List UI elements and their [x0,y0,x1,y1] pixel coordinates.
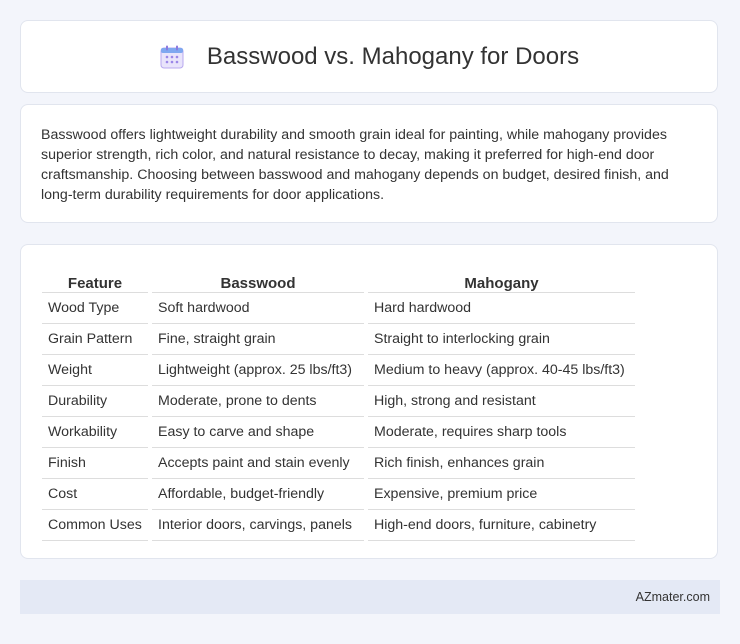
table-row [42,417,635,448]
row-basswood: Affordable, budget-friendly [152,479,364,510]
table-row [42,386,635,417]
row-mahogany: Hard hardwood [368,293,635,324]
header-basswood: Basswood [152,265,364,293]
row-mahogany: High, strong and resistant [368,386,635,417]
row-basswood: Fine, straight grain [152,324,364,355]
row-feature: Cost [42,479,148,510]
footer [20,580,720,614]
row-mahogany: Moderate, requires sharp tools [368,417,635,448]
row-mahogany: Straight to interlocking grain [368,324,635,355]
header-mahogany: Mahogany [368,265,635,293]
table-row [42,324,635,355]
row-mahogany: High-end doors, furniture, cabinetry [368,510,635,541]
comparison-card [20,244,718,559]
row-feature: Workability [42,417,148,448]
table-row [42,355,635,386]
row-basswood: Interior doors, carvings, panels [152,510,364,541]
row-mahogany: Rich finish, enhances grain [368,448,635,479]
row-feature: Common Uses [42,510,148,541]
row-feature: Finish [42,448,148,479]
table-header-row [42,265,635,293]
row-basswood: Lightweight (approx. 25 lbs/ft3) [152,355,364,386]
row-feature: Grain Pattern [42,324,148,355]
table-row [42,448,635,479]
table-row [42,293,635,324]
row-basswood: Accepts paint and stain evenly [152,448,364,479]
row-feature: Wood Type [42,293,148,324]
calendar-icon [159,44,185,70]
description-text: Basswood offers lightweight durability and smooth grain ideal for painting, while mahogany provides superior strength, rich color, and natural resistance to decay, making it preferred for high-end door craftsmanship. Choosing between basswood and mahogany depends on budget, desired finish, and long-term durability requirements for door applications. [41,127,669,203]
row-mahogany: Medium to heavy (approx. 40-45 lbs/ft3) [368,355,635,386]
page-title: Basswood vs. Mahogany for Doors [206,42,580,70]
row-feature: Weight [42,355,148,386]
table-row [42,510,635,541]
row-basswood: Moderate, prone to dents [152,386,364,417]
row-feature: Durability [42,386,148,417]
row-mahogany: Expensive, premium price [368,479,635,510]
header-feature: Feature [42,265,148,293]
footer-brand: AZmater.com [635,590,710,604]
row-basswood: Soft hardwood [152,293,364,324]
description-card [20,104,718,223]
table-row [42,479,635,510]
row-basswood: Easy to carve and shape [152,417,364,448]
comparison-table [38,265,639,541]
title-card [20,20,718,93]
